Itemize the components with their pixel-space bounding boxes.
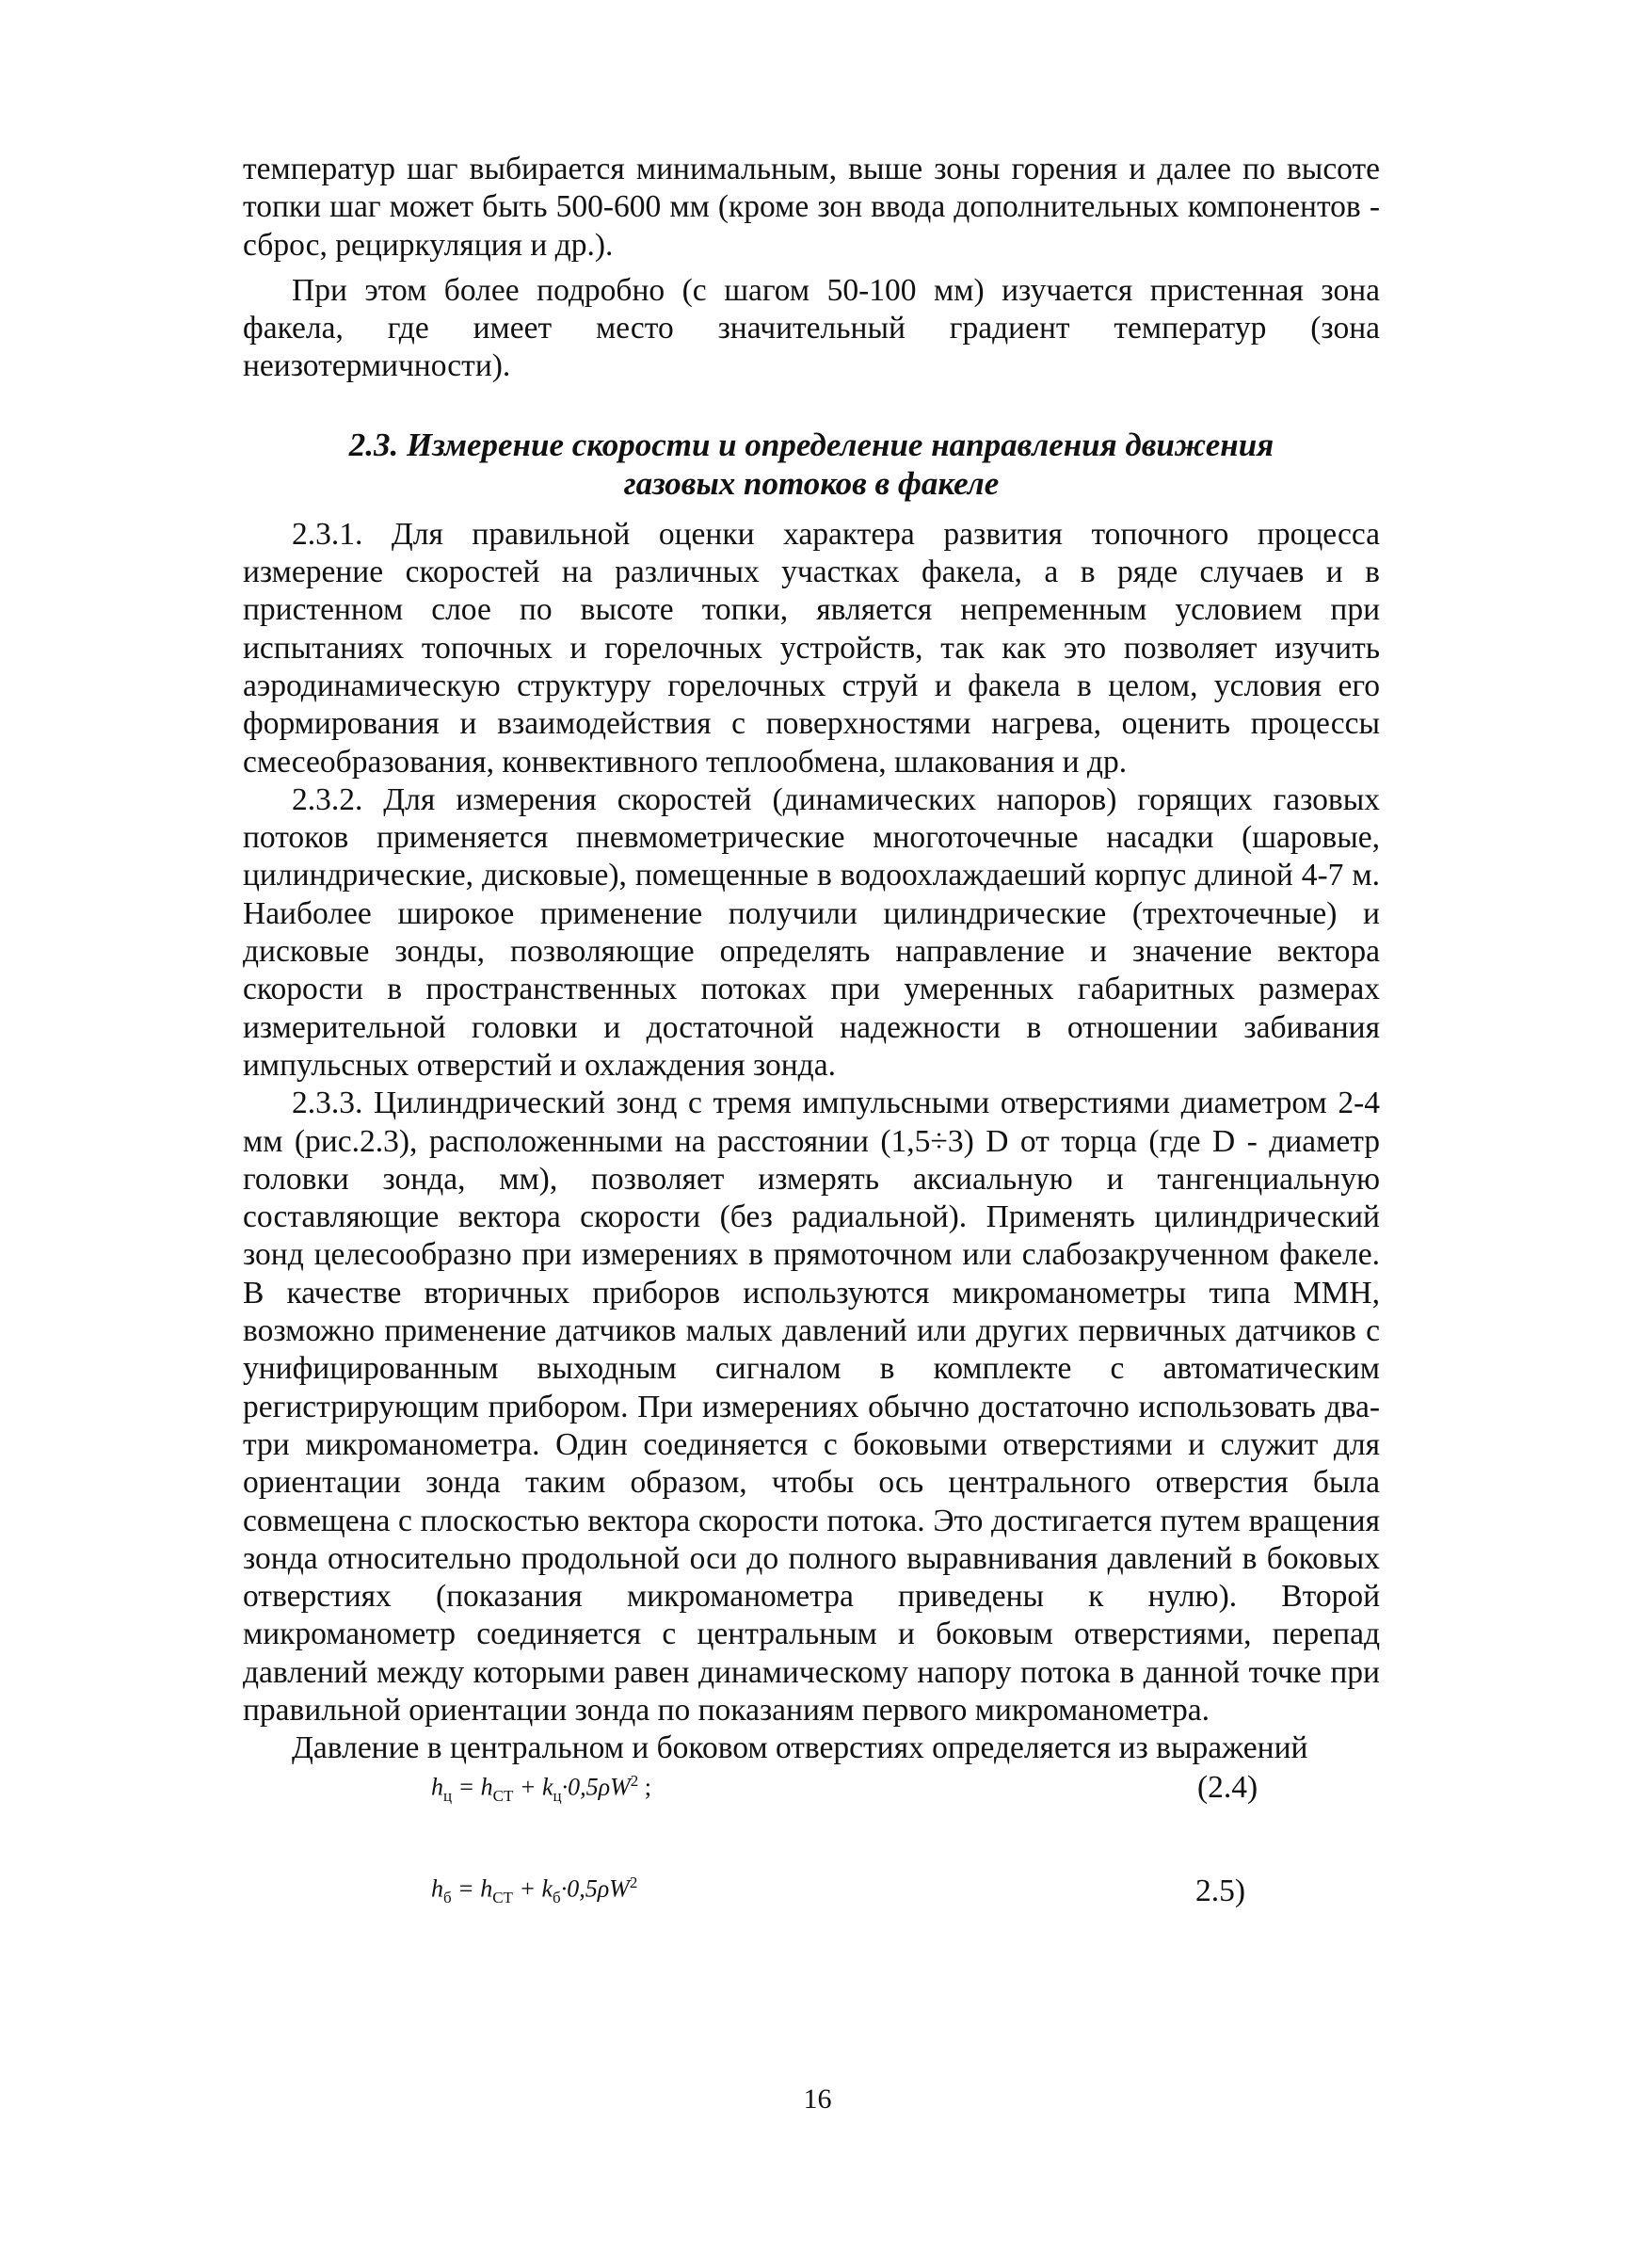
page-number: 16 bbox=[803, 2083, 832, 2115]
paragraph-2-3-2: 2.3.2. Для измерения скоростей (динамических напоров) горящих газовых потоков применяется пневмометрические многоточечные насадки (шаровые, цилиндрические, дисковые), помещенные в водоохлаждаеший корпус длиной 4-7 м. Наиболее широкое применение получили цилиндрические (трехточечные) и дисковые зонды, позволяющие определять направление и значение вектора скорости в пространственных потоках при умеренных габаритных размерах измерительной головки и достаточной надежности в отношении забивания импульсных отверстий и охлаждения зонда. bbox=[243, 781, 1380, 1083]
paragraph: При этом более подробно (с шагом 50-100 мм) изучается пристенная зона факела, где имеет место значительный градиент температур (зона неизотермичности). bbox=[243, 272, 1380, 384]
formula-2-4: $h_ц = h_{СТ} + k_ц\cdot 0,5\rho W^2$ ; bbox=[431, 1772, 651, 1805]
heading-line-2: газовых потоков в факеле bbox=[623, 464, 1000, 502]
section-heading bbox=[243, 426, 1380, 503]
equation-number-2-4: (2.4) bbox=[1197, 1770, 1258, 1805]
body-text bbox=[243, 151, 1380, 1768]
paragraph-pressure-intro: Давление в центральном и боковом отверстиях определяется из выражений bbox=[292, 1730, 1308, 1766]
paragraph-continuation: температур шаг выбирается минимальным, выше зоны горения и далее по высоте топки шаг может быть 500-600 мм (кроме зон ввода дополнительных компонентов - сброс, рециркуляция и др.). bbox=[243, 152, 1380, 263]
paragraph-2-3-1: 2.3.1. Для правильной оценки характера развития топочного процесса измерение скоростей на различных участках факела, а в ряде случаев и в пристенном слое по высоте топки, является непременным условием при испытаниях топочных и горелочных устройств, так как это позволяет изучить аэродинамическую структуру горелочных струй и факела в целом, условия его формирования и взаимодействия с поверхностями нагрева, оценить процессы смесеобразования, конвективного теплообмена, шлакования и др. bbox=[243, 516, 1380, 780]
equation-number-2-5: 2.5) bbox=[1195, 1874, 1246, 1908]
heading-line-1: 2.3. Измерение скорости и определение направления движения bbox=[348, 426, 1274, 463]
paragraph-2-3-3: 2.3.3. Цилиндрический зонд с тремя импульсными отверстиями диаметром 2-4 мм (рис.2.3), расположенными на расстоянии (1,5÷3) D от торца (где D - диаметр головки зонда, мм), позволяет измерять аксиальную и тангенциальную составляющие вектора скорости (без радиальной). Применять цилиндрический зонд целесообразно при измерениях в прямоточном или слабозакрученном факеле. В качестве вторичных приборов используются микроманометры типа ММН, возможно применение датчиков малых давлений или других первичных датчиков с унифицированным выходным сигналом в комплекте с автоматическим регистрирующим прибором. При измерениях обычно достаточно использовать два-три микроманометра. Один соединяется с боковыми отверстиями и служит для ориентации зонда таким образом, чтобы ось центрального отверстия была совмещена с плоскостью вектора скорости потока. Это достигается путем вращения зонда относительно продольной оси до полного выравнивания давлений в боковых отверстиях (показания микроманометра приведены к нулю). Второй микроманометр соединяется с центральным и боковым отверстиями, перепад давлений между которыми равен динамическому напору потока в данной точке при правильной ориентации зонда по показаниям первого микроманометра. bbox=[243, 1086, 1380, 1728]
formula-2-5: $h_б = h_{СТ} + k_б\cdot 0,5\rho W^2$ bbox=[431, 1874, 638, 1906]
